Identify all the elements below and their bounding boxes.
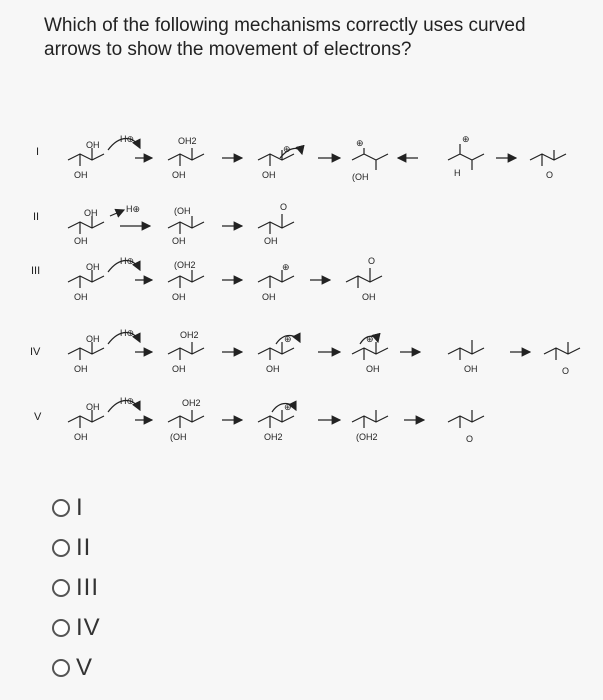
label-o: O [368, 256, 376, 266]
label-oh: OH [172, 236, 186, 246]
choice-label: II [76, 534, 92, 561]
label-plus: ⊕ [356, 138, 364, 148]
choice-1[interactable] [52, 488, 101, 528]
row-label-2: II [33, 211, 40, 223]
row-1-mechanism [68, 139, 566, 171]
mechanism-scheme [0, 130, 603, 460]
label-oh-paren: (OH [352, 172, 369, 182]
choice-label: III [76, 574, 100, 601]
label-h-plus: H⊕ [120, 396, 135, 406]
label-plus: ⊕ [284, 334, 292, 344]
label-oh: OH [172, 364, 186, 374]
label-oh: OH [262, 292, 276, 302]
mechanism-scheme-svg [0, 130, 603, 460]
label-h-plus: H⊕ [120, 134, 135, 144]
label-plus: ⊕ [283, 144, 291, 154]
label-plus: ⊕ [284, 402, 292, 412]
label-oh: OH [74, 364, 88, 374]
choice-2[interactable] [52, 528, 101, 568]
label-h-plus: H⊕ [120, 256, 135, 266]
label-oh: OH [362, 292, 376, 302]
label-h-plus: H⊕ [120, 328, 135, 338]
label-oh-paren: (OH [170, 432, 187, 442]
label-oh: OH [74, 236, 88, 246]
label-oh: OH [262, 170, 276, 180]
row-label-1: I [36, 146, 40, 158]
row-label-4: IV [30, 346, 41, 358]
radio-button[interactable] [52, 539, 70, 557]
label-oh-paren: (OH [174, 206, 191, 216]
label-oh2: OH2 [180, 330, 199, 340]
question-text: Which of the following mechanisms correctly uses curved arrows to show the movement of electrons? [44, 15, 526, 60]
choice-5[interactable] [52, 648, 101, 688]
label-oh2: OH2 [264, 432, 283, 442]
label-o: O [280, 202, 288, 212]
label-oh: OH [86, 262, 100, 272]
label-oh: OH [464, 364, 478, 374]
choice-4[interactable] [52, 608, 101, 648]
label-oh: OH [266, 364, 280, 374]
label-oh: OH [74, 170, 88, 180]
radio-button[interactable] [52, 499, 70, 517]
row-label-3: III [31, 265, 41, 277]
label-plus: ⊕ [282, 262, 290, 272]
label-oh: OH [84, 208, 98, 218]
row-3-labels [74, 256, 376, 302]
label-plus: ⊕ [366, 334, 374, 344]
answer-choices [52, 488, 101, 688]
choice-3[interactable] [52, 568, 101, 608]
radio-button[interactable] [52, 619, 70, 637]
label-oh: OH [86, 402, 100, 412]
label-o: O [546, 170, 554, 180]
label-oh2: OH2 [182, 398, 201, 408]
label-oh2: OH2 [178, 136, 197, 146]
label-oh: OH [264, 236, 278, 246]
label-oh: OH [74, 292, 88, 302]
label-oh: OH [86, 334, 100, 344]
label-h-plus: H⊕ [126, 204, 141, 214]
row-3-mechanism [68, 261, 382, 289]
radio-button[interactable] [52, 579, 70, 597]
choice-label: V [76, 654, 94, 681]
choice-label: I [76, 494, 84, 521]
radio-button[interactable] [52, 659, 70, 677]
label-oh: OH [172, 170, 186, 180]
label-oh: OH [86, 140, 100, 150]
row-label-5: V [34, 411, 42, 423]
label-o: O [466, 434, 474, 444]
choice-label: IV [76, 614, 101, 641]
label-h: H [454, 168, 461, 178]
row-4-mechanism [68, 333, 580, 361]
label-oh2-paren: (OH2 [356, 432, 378, 442]
label-oh2-paren: (OH2 [174, 260, 196, 270]
label-oh: OH [172, 292, 186, 302]
label-oh: OH [366, 364, 380, 374]
label-o: O [562, 366, 570, 376]
label-plus: ⊕ [462, 134, 470, 144]
label-oh: OH [74, 432, 88, 442]
